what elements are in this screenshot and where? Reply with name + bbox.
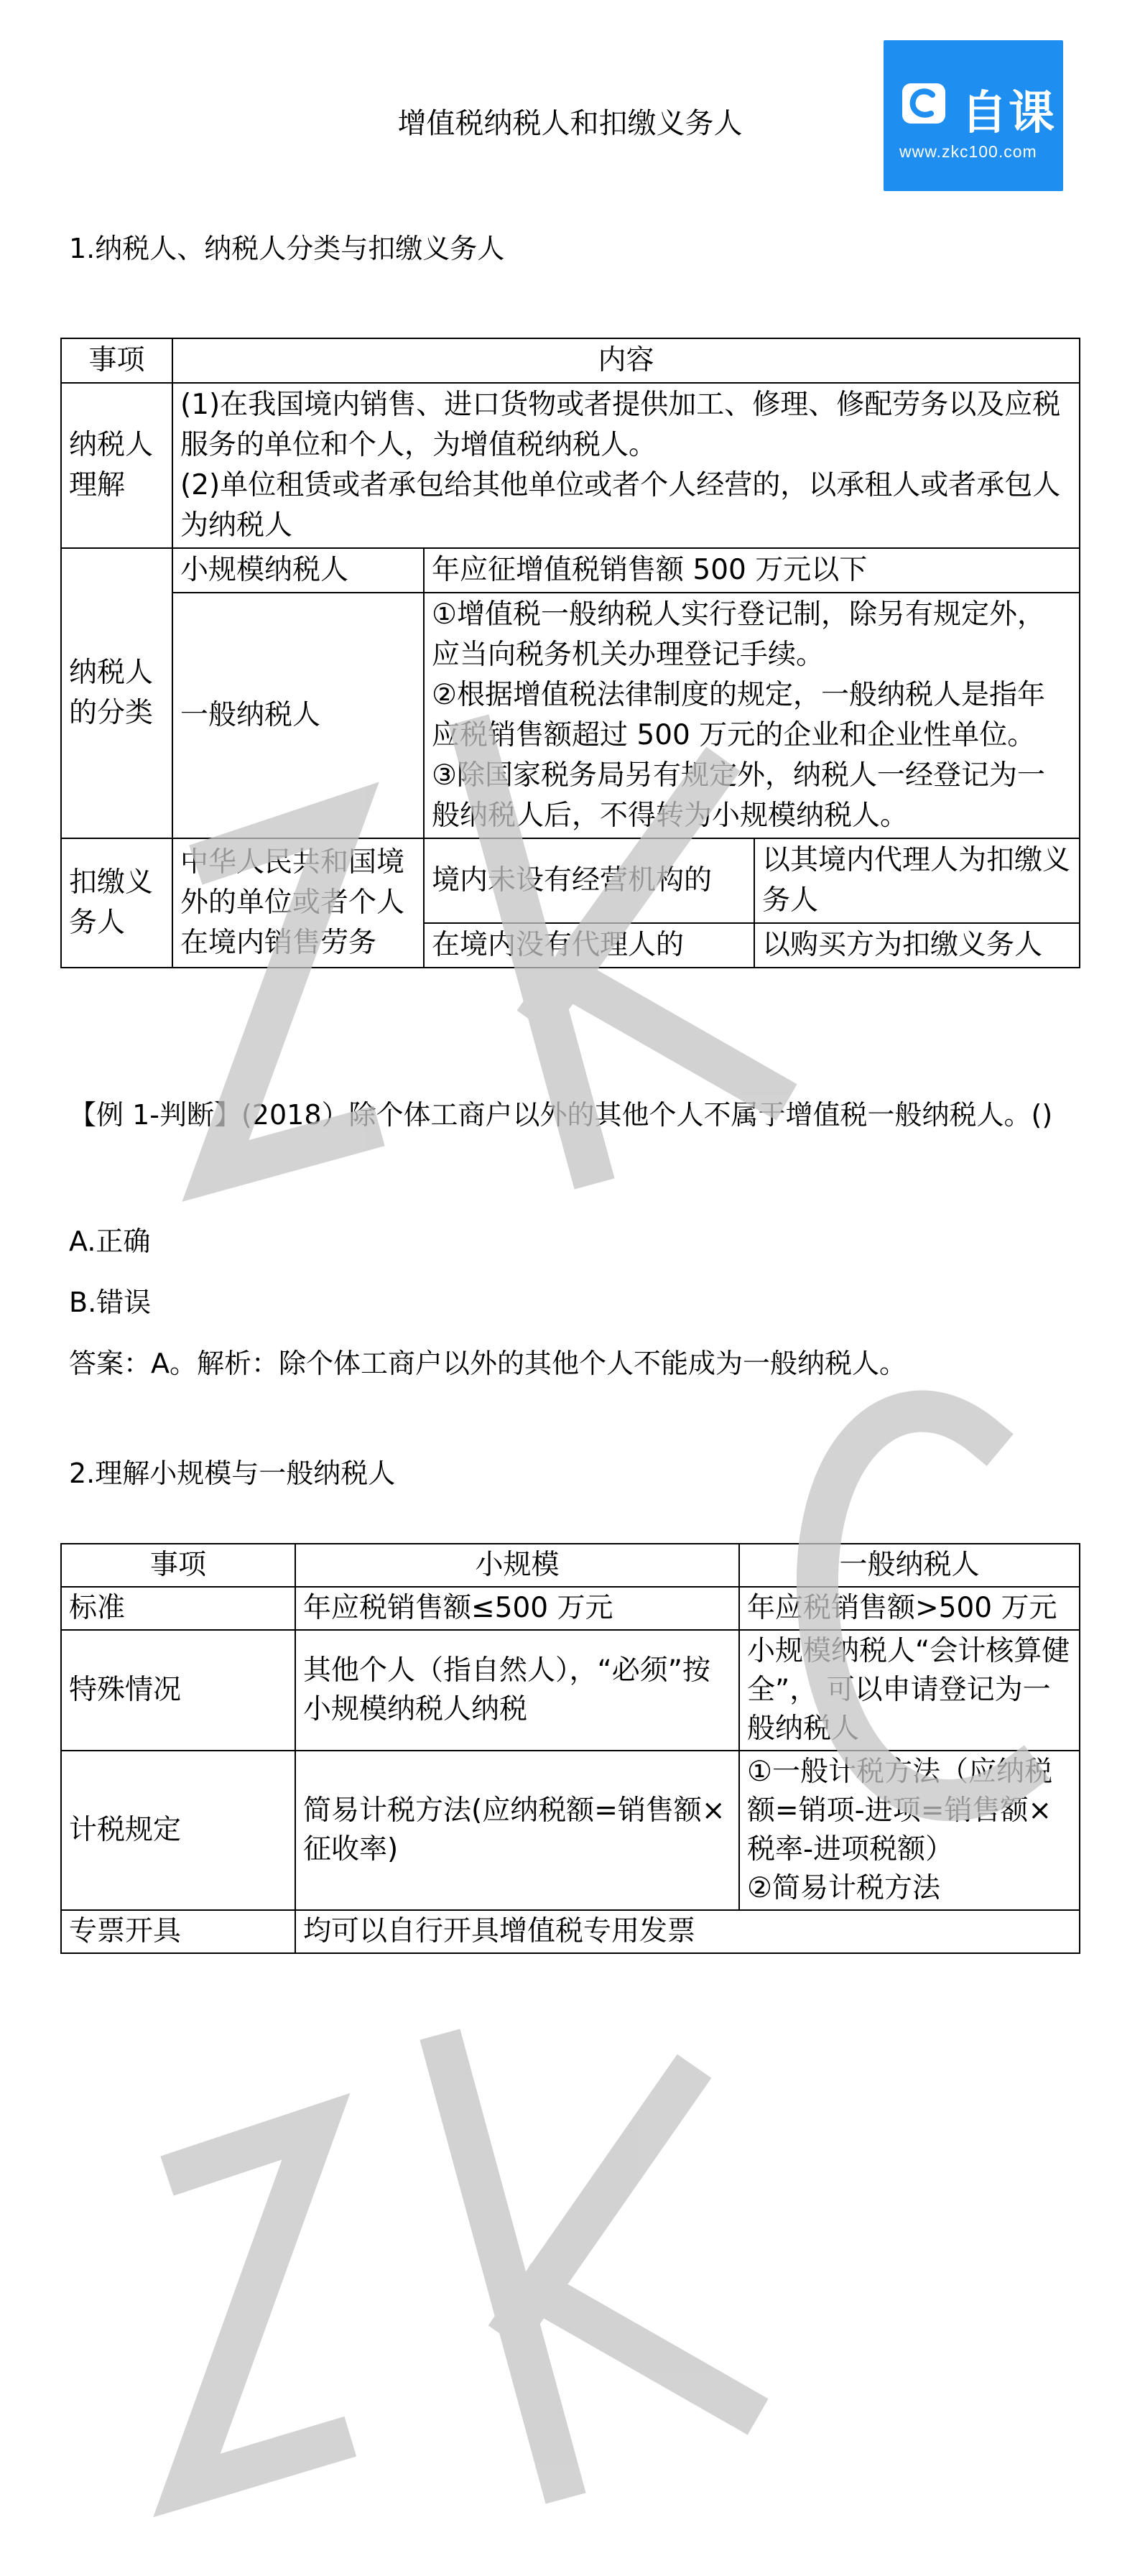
table-header-row [61, 338, 1080, 383]
general-taxpayer-points [424, 593, 1080, 838]
logo-url: www.zkc100.com [899, 142, 1037, 161]
invoice-label: 专票开具 [61, 1910, 295, 1953]
small-taxpayer-desc: 年应征增值税销售额 500 万元以下 [424, 548, 1080, 593]
special-label: 特殊情况 [61, 1630, 295, 1751]
standard-small: 年应税销售额≤500 万元 [295, 1587, 739, 1630]
table-row [61, 1587, 1080, 1630]
understanding-content [172, 383, 1080, 548]
special-small: 其他个人（指自然人），“必须”按小规模纳税人纳税 [295, 1630, 739, 1751]
method-label: 计税规定 [61, 1751, 295, 1910]
header-general: 一般纳税人 [739, 1544, 1080, 1587]
example-option-a: A.正确 [69, 1226, 151, 1257]
header-content: 内容 [172, 338, 1080, 383]
table-row [61, 1751, 1080, 1910]
table-header-row [61, 1544, 1080, 1587]
method-small: 简易计税方法(应纳税额=销售额×征收率) [295, 1751, 739, 1910]
taxpayer-table [60, 338, 1080, 968]
example-answer: 答案：A。解析：除个体工商户以外的其他个人不能成为一般纳税人。 [69, 1348, 907, 1379]
small-taxpayer-name: 小规模纳税人 [172, 548, 424, 593]
classification-label: 纳税人的分类 [61, 548, 172, 838]
example-question: 【例 1-判断】(2018）除个体工商户以外的其他个人不属于增值税一般纳税人。() [69, 1099, 1053, 1131]
section2-heading: 2.理解小规模与一般纳税人 [69, 1458, 396, 1489]
general-point2: ②根据增值税法律制度的规定，一般纳税人是指年应税销售额超过 500 万元的企业和企业性单位。 [432, 679, 1045, 751]
withholding-case2-condition: 在境内没有代理人的 [424, 923, 754, 968]
table-row [61, 548, 1080, 593]
example-option-b: B.错误 [69, 1287, 152, 1318]
standard-label: 标准 [61, 1587, 295, 1630]
withholding-label: 扣缴义务人 [61, 838, 172, 968]
understanding-label: 纳税人理解 [61, 383, 172, 548]
method-general [739, 1751, 1080, 1910]
header-small: 小规模 [295, 1544, 739, 1587]
understanding-line1: (1)在我国境内销售、进口货物或者提供加工、修理、修配劳务以及应税服务的单位和个人，为增值税纳税人。 [180, 389, 1061, 461]
method-general2: ②简易计税方法 [747, 1872, 940, 1904]
zkc-logo [884, 40, 1063, 191]
general-point3: ③除国家税务局另有规定外，纳税人一经登记为一般纳税人后，不得转为小规模纳税人。 [432, 759, 1045, 832]
logo-text: 自课 [961, 87, 1056, 140]
table-row [61, 1910, 1080, 1953]
withholding-case2-result: 以购买方为扣缴义务人 [754, 923, 1080, 968]
table-row [61, 383, 1080, 548]
table-row [61, 593, 1080, 838]
special-general: 小规模纳税人“会计核算健全”， 可以申请登记为一般纳税人 [739, 1630, 1080, 1751]
general-taxpayer-name: 一般纳税人 [172, 593, 424, 838]
method-general1: ①一般计税方法（应纳税额=销项-进项=销售额×税率-进项税额） [747, 1756, 1052, 1866]
section1-heading: 1.纳税人、纳税人分类与扣缴义务人 [69, 233, 505, 264]
general-point1: ①增值税一般纳税人实行登记制，除另有规定外，应当向税务机关办理登记手续。 [432, 598, 1045, 671]
header-item: 事项 [61, 1544, 295, 1587]
header-item: 事项 [61, 338, 172, 383]
withholding-case1-result: 以其境内代理人为扣缴义务人 [754, 838, 1080, 923]
withholding-subject: 中华人民共和国境外的单位或者个人在境内销售劳务 [172, 838, 424, 968]
invoice-content: 均可以自行开具增值税专用发票 [295, 1910, 1080, 1953]
comparison-table [60, 1543, 1080, 1954]
logo-mark-icon [901, 82, 947, 125]
page-title: 增值税纳税人和扣缴义务人 [397, 107, 743, 140]
standard-general: 年应税销售额>500 万元 [739, 1587, 1080, 1630]
withholding-case1-condition: 境内未设有经营机构的 [424, 838, 754, 923]
table-row [61, 838, 1080, 923]
understanding-line2: (2)单位租赁或者承包给其他单位或者个人经营的，以承租人或者承包人为纳税人 [180, 469, 1061, 542]
table-row [61, 1630, 1080, 1751]
